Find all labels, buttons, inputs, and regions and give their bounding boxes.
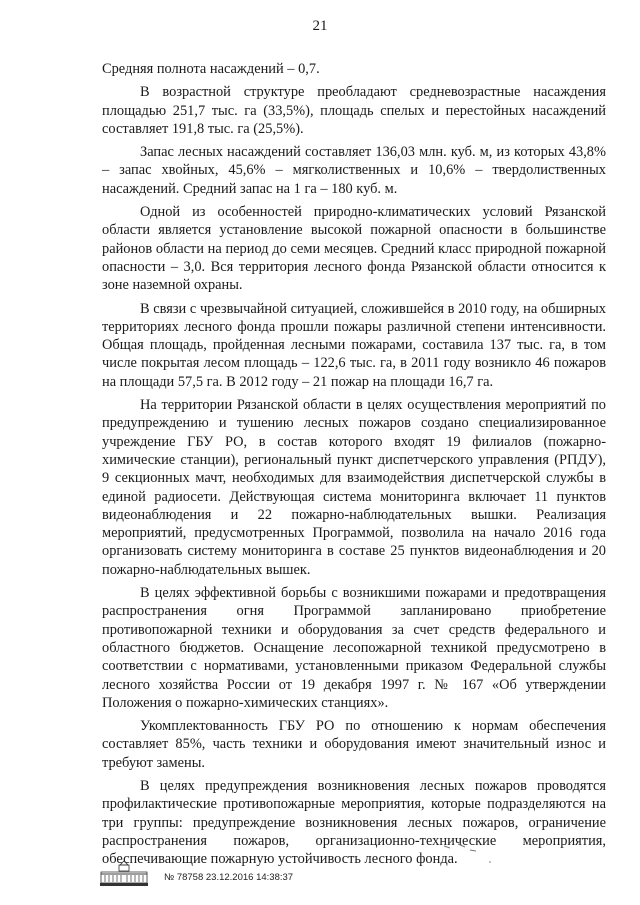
- paragraph: Одной из особенностей природно-климатических условий Рязанской области является установление высокой пожарной опасности в большинстве районов области на период до семи месяцев. Средний класс природной пожарной опасности – 3,0. Вся территория лесного фонда Рязанской области относится к зоне наземной охраны.: [102, 204, 606, 294]
- government-building-emblem-icon: [98, 860, 150, 888]
- paragraph: Средняя полнота насаждений – 0,7.: [102, 61, 320, 77]
- paragraph: Запас лесных насаждений составляет 136,03 млн. куб. м, из которых 43,8% – запас хвойных, 45,6% – мягколиственных и 10,6% – твердолиственных насаждений. Средний запас на 1 га – 180 куб. м.: [102, 144, 606, 197]
- document-code: № 78758 23.12.2016 14:38:37: [164, 872, 294, 883]
- body-text: [102, 60, 606, 873]
- paragraph: В связи с чрезвычайной ситуацией, сложившейся в 2010 году, на обширных территориях лесного фонда прошли пожары различной степени интенсивности. Общая площадь, пройденная лесными пожарами, составила 137 тыс. га, в том числе покрытая лесом площадь – 122,6 тыс. га, в 2011 году возникло 46 пожаров на площади 57,5 га. В 2012 году – 21 пожар на площади 16,7 га.: [102, 300, 606, 390]
- paragraph: На территории Рязанской области в целях осуществления мероприятий по предупреждению и тушению лесных пожаров создано специализированное учреждение ГБУ РО, в состав которого входят 19 филиалов (пожарно-химические станции), региональный пункт диспетчерского управления (РПДУ), 9 секционных мачт, необходимых для взаимодействия диспетчерской службы в единой радиосети. Действующая система мониторинга включает 11 пунктов видеонаблюдения и 22 пожарно-наблюдательных вышки. Реализация мероприятий, предусмотренных Программой, позволила на начало 2016 года организовать систему мониторинга в составе 25 пунктов видеонаблюдения и 20 пожарно-наблюдательных вышек.: [102, 397, 606, 578]
- paragraph: Укомплектованность ГБУ РО по отношению к нормам обеспечения составляет 85%, часть техники и оборудования имеют значительный износ и требуют замены.: [102, 718, 606, 771]
- page-number: 21: [312, 18, 328, 34]
- paragraph: В возрастной структуре преобладают средневозрастные насаждения площадью 251,7 тыс. га (33,5%), площадь спелых и перестойных насаждений составляет 191,8 тыс. га (25,5%).: [102, 84, 606, 137]
- paragraph: В целях эффективной борьбы с возникшими пожарами и предотвращения распространения огня Программой запланировано приобретение противопожарной техники и оборудования за счет средств федерального и областного бюджетов. Оснащение лесопожарной техникой предусмотрено в соответствии с нормативами, установленными приказом Федеральной службы лесного хозяйства России от 19 декабря 1997 г. № 167 «Об утверждении Положения о пожарно-химических станциях».: [102, 585, 606, 711]
- paragraph: В целях предупреждения возникновения лесных пожаров проводятся профилактические противопожарные мероприятия, которые подразделяются на три группы: предупреждение возникновения лесных пожаров, ограничение распространения пожаров, организационно-технические мероприятия, обеспечивающие пожарную устойчивость лесного фонда.: [102, 777, 606, 868]
- footer: [98, 860, 518, 890]
